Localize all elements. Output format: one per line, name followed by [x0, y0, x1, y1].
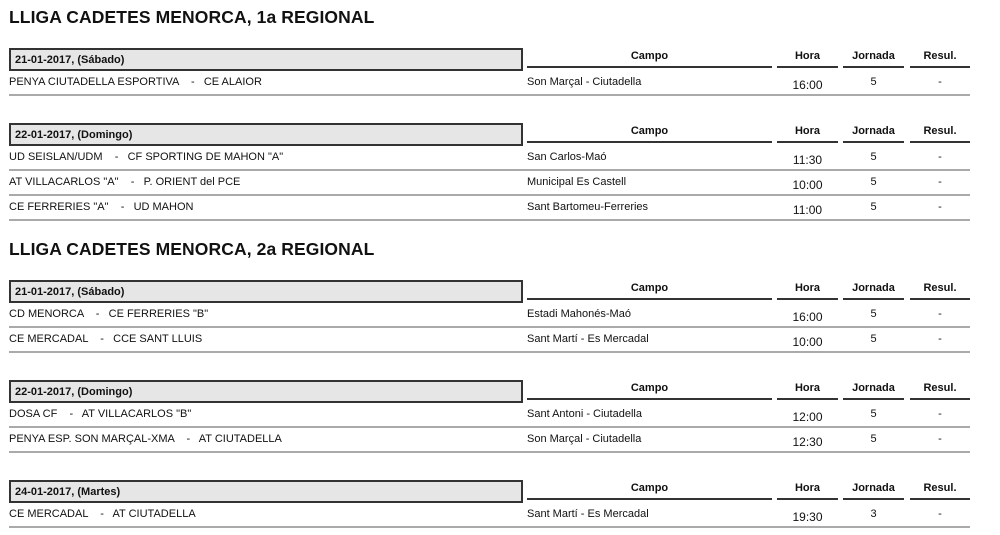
match-hora: 12:30	[792, 435, 823, 449]
column-header-resul: Resul.	[910, 482, 970, 500]
match-hora: 16:00	[792, 310, 823, 324]
match-teams: PENYA CIUTADELLA ESPORTIVA - CE ALAIOR	[9, 76, 262, 88]
match-campo: Municipal Es Castell	[527, 176, 627, 188]
match-jornada: 5	[870, 408, 877, 420]
match-row	[9, 145, 970, 171]
match-result: -	[938, 76, 942, 88]
column-header-resul: Resul.	[910, 50, 970, 68]
match-jornada: 5	[870, 151, 877, 163]
column-header-hora: Hora	[777, 282, 838, 300]
column-header-jornada: Jornada	[843, 125, 904, 143]
match-hora: 16:00	[792, 78, 823, 92]
match-row	[9, 502, 970, 528]
match-teams: CE MERCADAL - CCE SANT LLUIS	[9, 333, 203, 345]
match-hora: 11:30	[792, 153, 823, 167]
match-result: -	[938, 151, 942, 163]
match-hora: 12:00	[792, 410, 823, 424]
date-label: 24-01-2017, (Martes)	[15, 486, 121, 498]
away-team: CF SPORTING DE MAHON "A"	[127, 151, 284, 163]
home-team: PENYA ESP. SON MARÇAL-XMA	[9, 433, 175, 445]
league-title: LLIGA CADETES MENORCA, 2a REGIONAL	[9, 239, 375, 259]
column-header-hora: Hora	[777, 482, 838, 500]
column-header-jornada: Jornada	[843, 50, 904, 68]
column-header-resul: Resul.	[910, 382, 970, 400]
date-header	[9, 280, 523, 303]
match-row	[9, 327, 970, 353]
home-team: CD MENORCA	[9, 308, 84, 320]
away-team: UD MAHON	[133, 201, 194, 213]
match-jornada: 5	[870, 76, 877, 88]
away-team: P. ORIENT del PCE	[143, 176, 241, 188]
date-header	[9, 380, 523, 403]
match-campo: Son Marçal - Ciutadella	[527, 433, 642, 445]
match-jornada: 5	[870, 433, 877, 445]
match-row	[9, 195, 970, 221]
match-hora: 11:00	[792, 203, 823, 217]
match-teams: AT VILLACARLOS "A" - P. ORIENT del PCE	[9, 176, 241, 188]
match-result: -	[938, 176, 942, 188]
column-header-campo: Campo	[527, 482, 772, 500]
league-title: LLIGA CADETES MENORCA, 1a REGIONAL	[9, 7, 375, 27]
date-label: 22-01-2017, (Domingo)	[15, 129, 133, 141]
column-header-jornada: Jornada	[843, 382, 904, 400]
match-campo: Sant Martí - Es Mercadal	[527, 333, 649, 345]
match-teams: CE FERRERIES "A" - UD MAHON	[9, 201, 194, 213]
match-result: -	[938, 308, 942, 320]
away-team: CE ALAIOR	[203, 76, 262, 88]
match-jornada: 5	[870, 308, 877, 320]
date-label: 21-01-2017, (Sábado)	[15, 286, 125, 298]
home-team: DOSA CF	[9, 408, 58, 420]
match-jornada: 5	[870, 176, 877, 188]
match-campo: Estadi Mahonés-Maó	[527, 308, 631, 320]
column-header-jornada: Jornada	[843, 482, 904, 500]
match-row	[9, 170, 970, 196]
match-hora: 10:00	[792, 335, 823, 349]
match-result: -	[938, 201, 942, 213]
home-team: CE MERCADAL	[9, 333, 89, 345]
match-campo: Son Marçal - Ciutadella	[527, 76, 642, 88]
home-team: CE FERRERIES "A"	[9, 201, 109, 213]
column-header-campo: Campo	[527, 282, 772, 300]
match-hora: 10:00	[792, 178, 823, 192]
home-team: UD SEISLAN/UDM	[9, 151, 103, 163]
match-teams: DOSA CF - AT VILLACARLOS "B"	[9, 408, 192, 420]
match-campo: San Carlos-Maó	[527, 151, 607, 163]
match-result: -	[938, 333, 942, 345]
match-campo: Sant Martí - Es Mercadal	[527, 508, 649, 520]
away-team: AT CIUTADELLA	[198, 433, 282, 445]
match-teams: CE MERCADAL - AT CIUTADELLA	[9, 508, 196, 520]
match-campo: Sant Bartomeu-Ferreries	[527, 201, 649, 213]
match-teams: UD SEISLAN/UDM - CF SPORTING DE MAHON "A"	[9, 151, 284, 163]
match-row	[9, 302, 970, 328]
match-result: -	[938, 433, 942, 445]
home-team: PENYA CIUTADELLA ESPORTIVA	[9, 76, 179, 88]
match-jornada: 5	[870, 333, 877, 345]
column-header-hora: Hora	[777, 382, 838, 400]
away-team: CCE SANT LLUIS	[113, 333, 203, 345]
match-teams: PENYA ESP. SON MARÇAL-XMA - AT CIUTADELLA	[9, 433, 282, 445]
column-header-resul: Resul.	[910, 282, 970, 300]
match-jornada: 3	[870, 508, 877, 520]
date-label: 21-01-2017, (Sábado)	[15, 54, 125, 66]
date-header	[9, 480, 523, 503]
match-hora: 19:30	[792, 510, 823, 524]
column-header-campo: Campo	[527, 125, 772, 143]
away-team: AT CIUTADELLA	[112, 508, 196, 520]
match-result: -	[938, 508, 942, 520]
match-row	[9, 427, 970, 453]
column-header-campo: Campo	[527, 50, 772, 68]
date-header	[9, 48, 523, 71]
column-header-hora: Hora	[777, 125, 838, 143]
match-jornada: 5	[870, 201, 877, 213]
home-team: AT VILLACARLOS "A"	[9, 176, 119, 188]
away-team: AT VILLACARLOS "B"	[81, 408, 192, 420]
column-header-resul: Resul.	[910, 125, 970, 143]
match-row	[9, 70, 970, 96]
date-label: 22-01-2017, (Domingo)	[15, 386, 133, 398]
match-teams: CD MENORCA - CE FERRERIES "B"	[9, 308, 209, 320]
column-header-jornada: Jornada	[843, 282, 904, 300]
column-header-campo: Campo	[527, 382, 772, 400]
match-campo: Sant Antoni - Ciutadella	[527, 408, 642, 420]
away-team: CE FERRERIES "B"	[108, 308, 209, 320]
home-team: CE MERCADAL	[9, 508, 89, 520]
date-header	[9, 123, 523, 146]
column-header-hora: Hora	[777, 50, 838, 68]
match-result: -	[938, 408, 942, 420]
match-row	[9, 402, 970, 428]
